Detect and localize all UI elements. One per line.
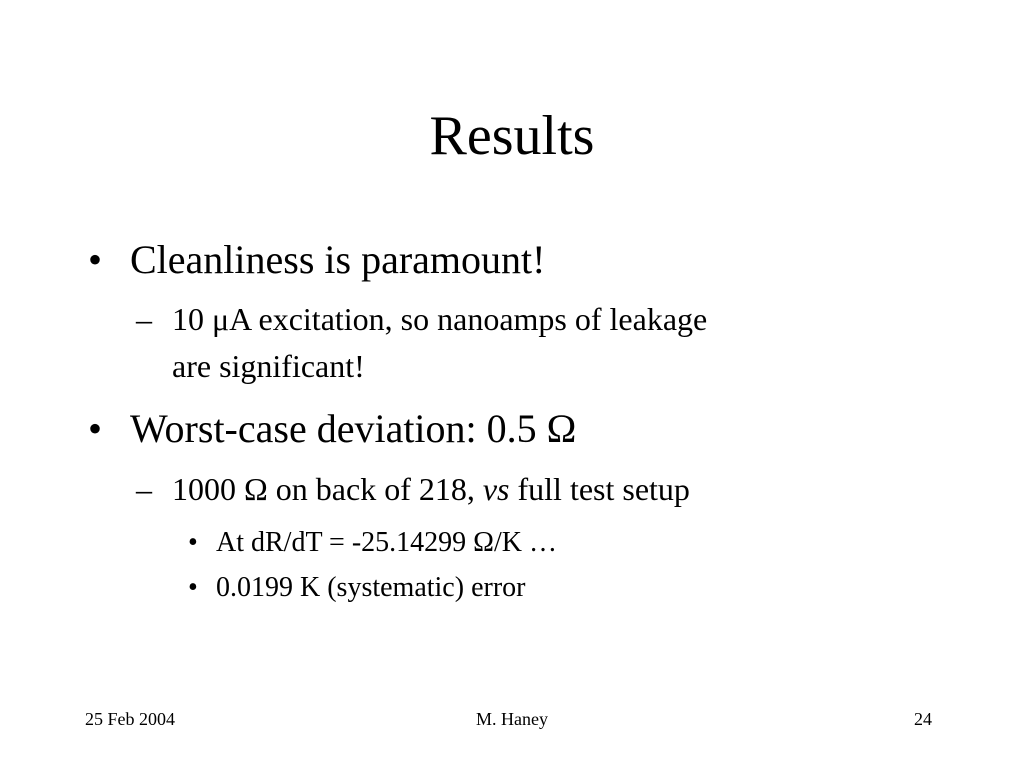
subbullet-text-line1: 10 μA excitation, so nanoamps of leakage [172,301,708,337]
footer-page-number: 24 [914,709,932,729]
dash-marker: – [136,301,152,337]
subsubbullet-text: At dR/dT = -25.14299 Ω/K … [216,527,557,558]
subbullet-text [172,469,690,509]
bullet-marker: • [188,527,198,558]
subbullet-text-italic: vs [482,471,510,507]
dash-marker: – [136,471,152,507]
bullet-text: Cleanliness is paramount! [130,237,546,282]
bullet-text: Worst-case deviation: 0.5 Ω [130,406,577,451]
footer-date: 25 Feb 2004 [85,709,175,729]
subbullet-text-before: 1000 Ω on back of 218, [172,471,483,507]
bullet-marker: • [188,572,198,603]
subbullet-text-after: full test setup [509,471,690,507]
bullet-marker: • [88,237,103,282]
subbullet-text-line2: are significant! [172,348,365,384]
slide-title: Results [429,105,595,167]
bullet-marker: • [88,406,103,451]
subsubbullet-text: 0.0199 K (systematic) error [216,572,526,603]
footer-author: M. Haney [476,709,548,729]
